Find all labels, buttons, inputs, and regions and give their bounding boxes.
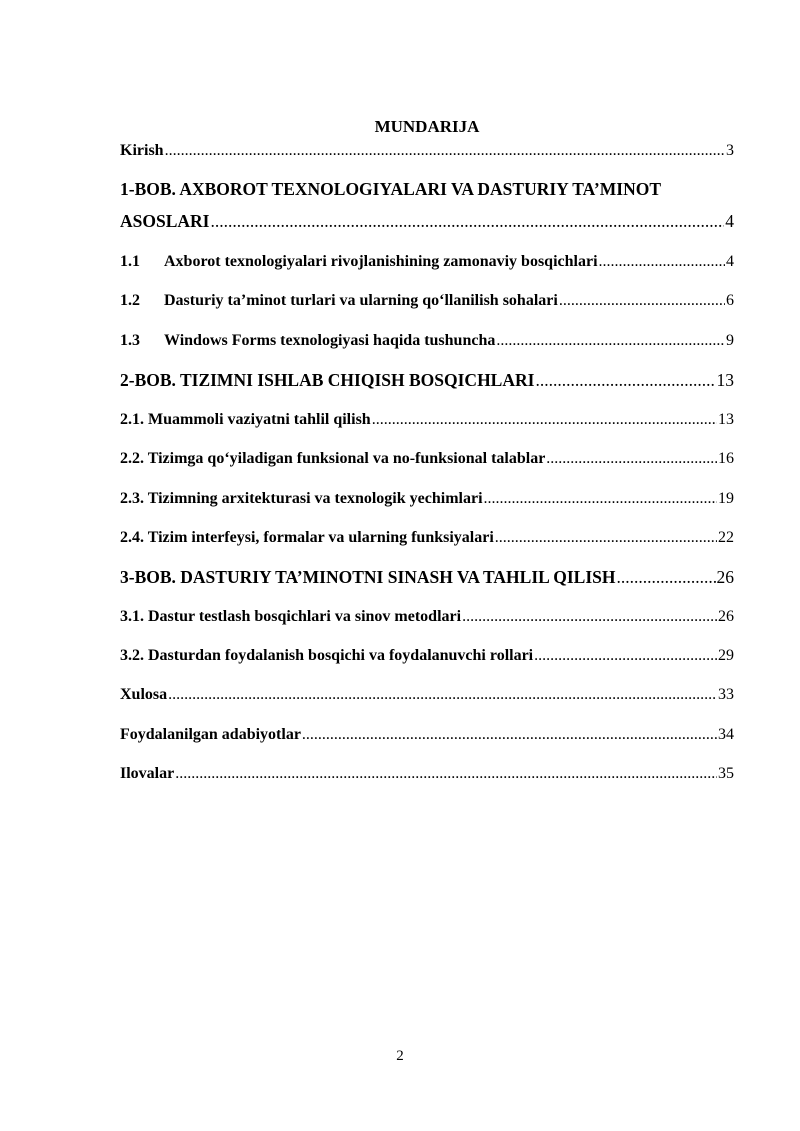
toc-entry-kirish[interactable] — [120, 141, 734, 161]
leader-dots — [496, 331, 725, 351]
toc-entry-page: 9 — [726, 332, 734, 349]
toc-entry-label: 3.1. Dastur testlash bosqichlari va sinov metodlari — [120, 608, 462, 625]
toc-entry-page: 13 — [718, 411, 734, 428]
leader-dots — [175, 764, 717, 784]
toc-entry-page: 26 — [718, 608, 734, 625]
leader-dots — [535, 370, 715, 390]
toc-entry-label: 3-BOB. DASTURIY TA’MINOTNI SINASH VA TAHLIL QILISH — [120, 567, 616, 587]
toc-entry-label: Dasturiy ta’minot turlari va ularning qo‘llanilish sohalari — [164, 292, 558, 309]
leader-dots — [210, 211, 724, 231]
toc-entry-page: 29 — [718, 647, 734, 664]
toc-entry-number: 1.1 — [120, 253, 140, 270]
toc-entry-1-2[interactable] — [120, 291, 734, 311]
toc-entry-2-3[interactable] — [120, 489, 734, 509]
toc-entry-1-3[interactable] — [120, 331, 734, 351]
toc-entry-label: 2.1. Muammoli vaziyatni tahlil qilish — [120, 411, 371, 428]
leader-dots — [372, 410, 717, 430]
toc-entry-label: Windows Forms texnologiyasi haqida tushuncha — [164, 332, 496, 349]
toc-entry-page: 4 — [725, 211, 734, 231]
leader-dots — [165, 141, 725, 161]
page-number: 2 — [396, 1048, 404, 1064]
toc-title: MUNDARIJA — [374, 117, 480, 136]
toc-entry-number: 1.3 — [120, 332, 140, 349]
leader-dots — [559, 291, 725, 311]
toc-entry-page: 13 — [716, 370, 734, 390]
toc-entry-label: Foydalanilgan adabiyotlar — [120, 726, 301, 743]
toc-entry-page: 6 — [726, 292, 734, 309]
toc-entry-3-1[interactable] — [120, 607, 734, 627]
toc-entry-xulosa[interactable] — [120, 685, 734, 705]
toc-entry-2-1[interactable] — [120, 410, 734, 430]
toc-entry-label: Xulosa — [120, 686, 168, 703]
toc-entry-label: 2.3. Tizimning arxitekturasi va texnologik yechimlari — [120, 490, 483, 507]
toc-entry-number: 1.2 — [120, 292, 140, 309]
toc-entry-label: 2-BOB. TIZIMNI ISHLAB CHIQISH BOSQICHLARI — [120, 370, 535, 390]
toc-chapter-1-title-line[interactable]: 1-BOB. AXBOROT TEXNOLOGIYALARI VA DASTURIY TA’MINOT — [120, 179, 662, 199]
toc-entry-2-2[interactable] — [120, 449, 734, 469]
toc-entry-label: Kirish — [120, 142, 164, 159]
toc-entry-label: ASOSLARI — [120, 211, 210, 231]
toc-entry-page: 34 — [718, 726, 734, 743]
toc-entry-label: 2.4. Tizim interfeysi, formalar va ularning funksiyalari — [120, 529, 494, 546]
leader-dots — [534, 646, 717, 666]
toc-entry-label: Ilovalar — [120, 765, 175, 782]
toc-entry-page: 26 — [716, 567, 734, 587]
toc-entry-label: Axborot texnologiyalari rivojlanishining zamonaviy bosqichlari — [164, 253, 598, 270]
toc-entry-page: 22 — [718, 529, 734, 546]
leader-dots — [484, 489, 717, 509]
leader-dots — [546, 449, 717, 469]
toc-entry-page: 19 — [718, 490, 734, 507]
leader-dots — [168, 685, 717, 705]
toc-entry-page: 4 — [726, 253, 734, 270]
toc-entry-label: 3.2. Dasturdan foydalanish bosqichi va foydalanuvchi rollari — [120, 647, 534, 664]
toc-entry-ilovalar[interactable] — [120, 764, 734, 784]
toc-entry-adabiyotlar[interactable] — [120, 725, 734, 745]
toc-entry-chapter-1[interactable] — [120, 211, 734, 231]
leader-dots — [302, 725, 717, 745]
toc-entry-page: 35 — [718, 765, 734, 782]
toc-entry-1-1[interactable] — [120, 252, 734, 272]
leader-dots — [599, 252, 725, 272]
leader-dots — [617, 567, 716, 587]
toc-entry-chapter-2[interactable] — [120, 370, 734, 390]
toc-entry-page: 3 — [726, 142, 734, 159]
leader-dots — [495, 528, 717, 548]
toc-entry-page: 33 — [718, 686, 734, 703]
toc-entry-chapter-3[interactable] — [120, 567, 734, 587]
toc-entry-label: 2.2. Tizimga qo‘yiladigan funksional va no-funksional talablar — [120, 450, 546, 467]
toc-entry-page: 16 — [718, 450, 734, 467]
leader-dots — [462, 607, 717, 627]
toc-entry-2-4[interactable] — [120, 528, 734, 548]
toc-entry-3-2[interactable] — [120, 646, 734, 666]
